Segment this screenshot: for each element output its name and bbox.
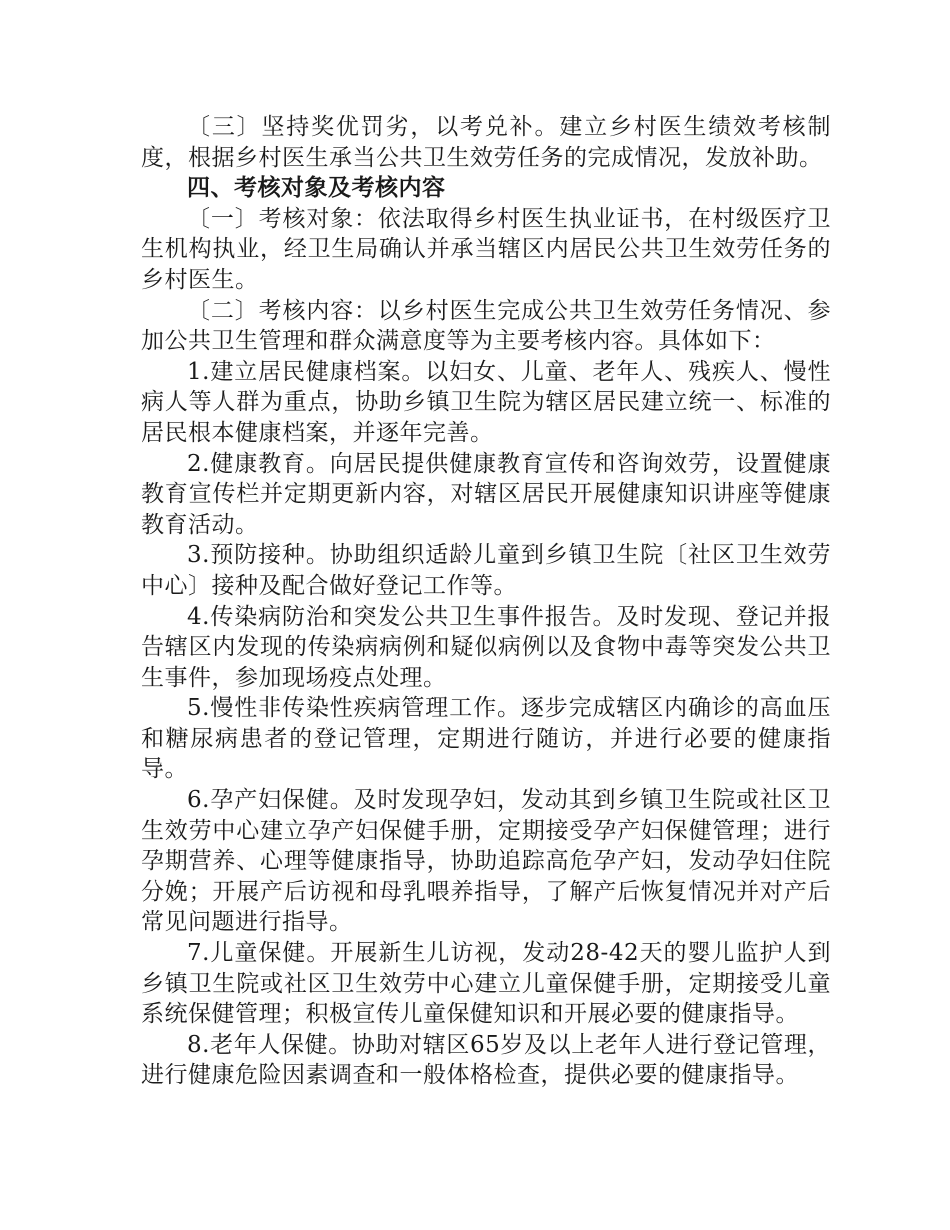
list-item-maternal-care: 6.孕产妇保健。及时发现孕妇，发动其到乡镇卫生院或社区卫生效劳中心建立孕产妇保健手册，定期接受孕产妇保健管理；进行孕期营养、心理等健康指导，协助追踪高危孕产妇，发动孕妇住院分娩；开展产后访视和母乳喂养指导，了解产后恢复情况并对产后常见问题进行指导。 [141, 787, 831, 936]
paragraph-assessment-content: 〔二〕考核内容：以乡村医生完成公共卫生效劳任务情况、参加公共卫生管理和群众满意度等为主要考核内容。具体如下： [141, 297, 831, 355]
document-body [141, 112, 831, 1091]
section-heading-4: 四、考核对象及考核内容 [187, 175, 446, 202]
list-item-elderly-care: 8.老年人保健。协助对辖区65岁及以上老年人进行登记管理，进行健康危险因素调查和一般体格检查，提供必要的健康指导。 [141, 1031, 831, 1089]
list-item-child-care: 7.儿童保健。开展新生儿访视，发动28-42天的婴儿监护人到乡镇卫生院或社区卫生效劳中心建立儿童保健手册，定期接受儿童系统保健管理；积极宣传儿童保健知识和开展必要的健康指导。 [141, 940, 831, 1028]
list-item-health-education: 2.健康教育。向居民提供健康教育宣传和咨询效劳，设置健康教育宣传栏并定期更新内容，对辖区居民开展健康知识讲座等健康教育活动。 [141, 450, 831, 538]
list-item-chronic-disease: 5.慢性非传染性疾病管理工作。逐步完成辖区内确诊的高血压和糖尿病患者的登记管理，定期进行随访，并进行必要的健康指导。 [141, 695, 831, 783]
list-item-health-records: 1.建立居民健康档案。以妇女、儿童、老年人、残疾人、慢性病人等人群为重点，协助乡镇卫生院为辖区居民建立统一、标准的居民根本健康档案，并逐年完善。 [141, 358, 831, 446]
paragraph-principle-3: 〔三〕坚持奖优罚劣，以考兑补。建立乡村医生绩效考核制度，根据乡村医生承当公共卫生效劳任务的完成情况，发放补助。 [141, 114, 831, 171]
paragraph-assessment-target: 〔一〕考核对象：依法取得乡村医生执业证书，在村级医疗卫生机构执业，经卫生局确认并承当辖区内居民公共卫生效劳任务的乡村医生。 [141, 205, 831, 293]
list-item-infectious-disease: 4.传染病防治和突发公共卫生事件报告。及时发现、登记并报告辖区内发现的传染病病例和疑似病例以及食物中毒等突发公共卫生事件，参加现场疫点处理。 [141, 603, 831, 691]
list-item-vaccination: 3.预防接种。协助组织适龄儿童到乡镇卫生院〔社区卫生效劳中心〕接种及配合做好登记工作等。 [141, 542, 831, 599]
